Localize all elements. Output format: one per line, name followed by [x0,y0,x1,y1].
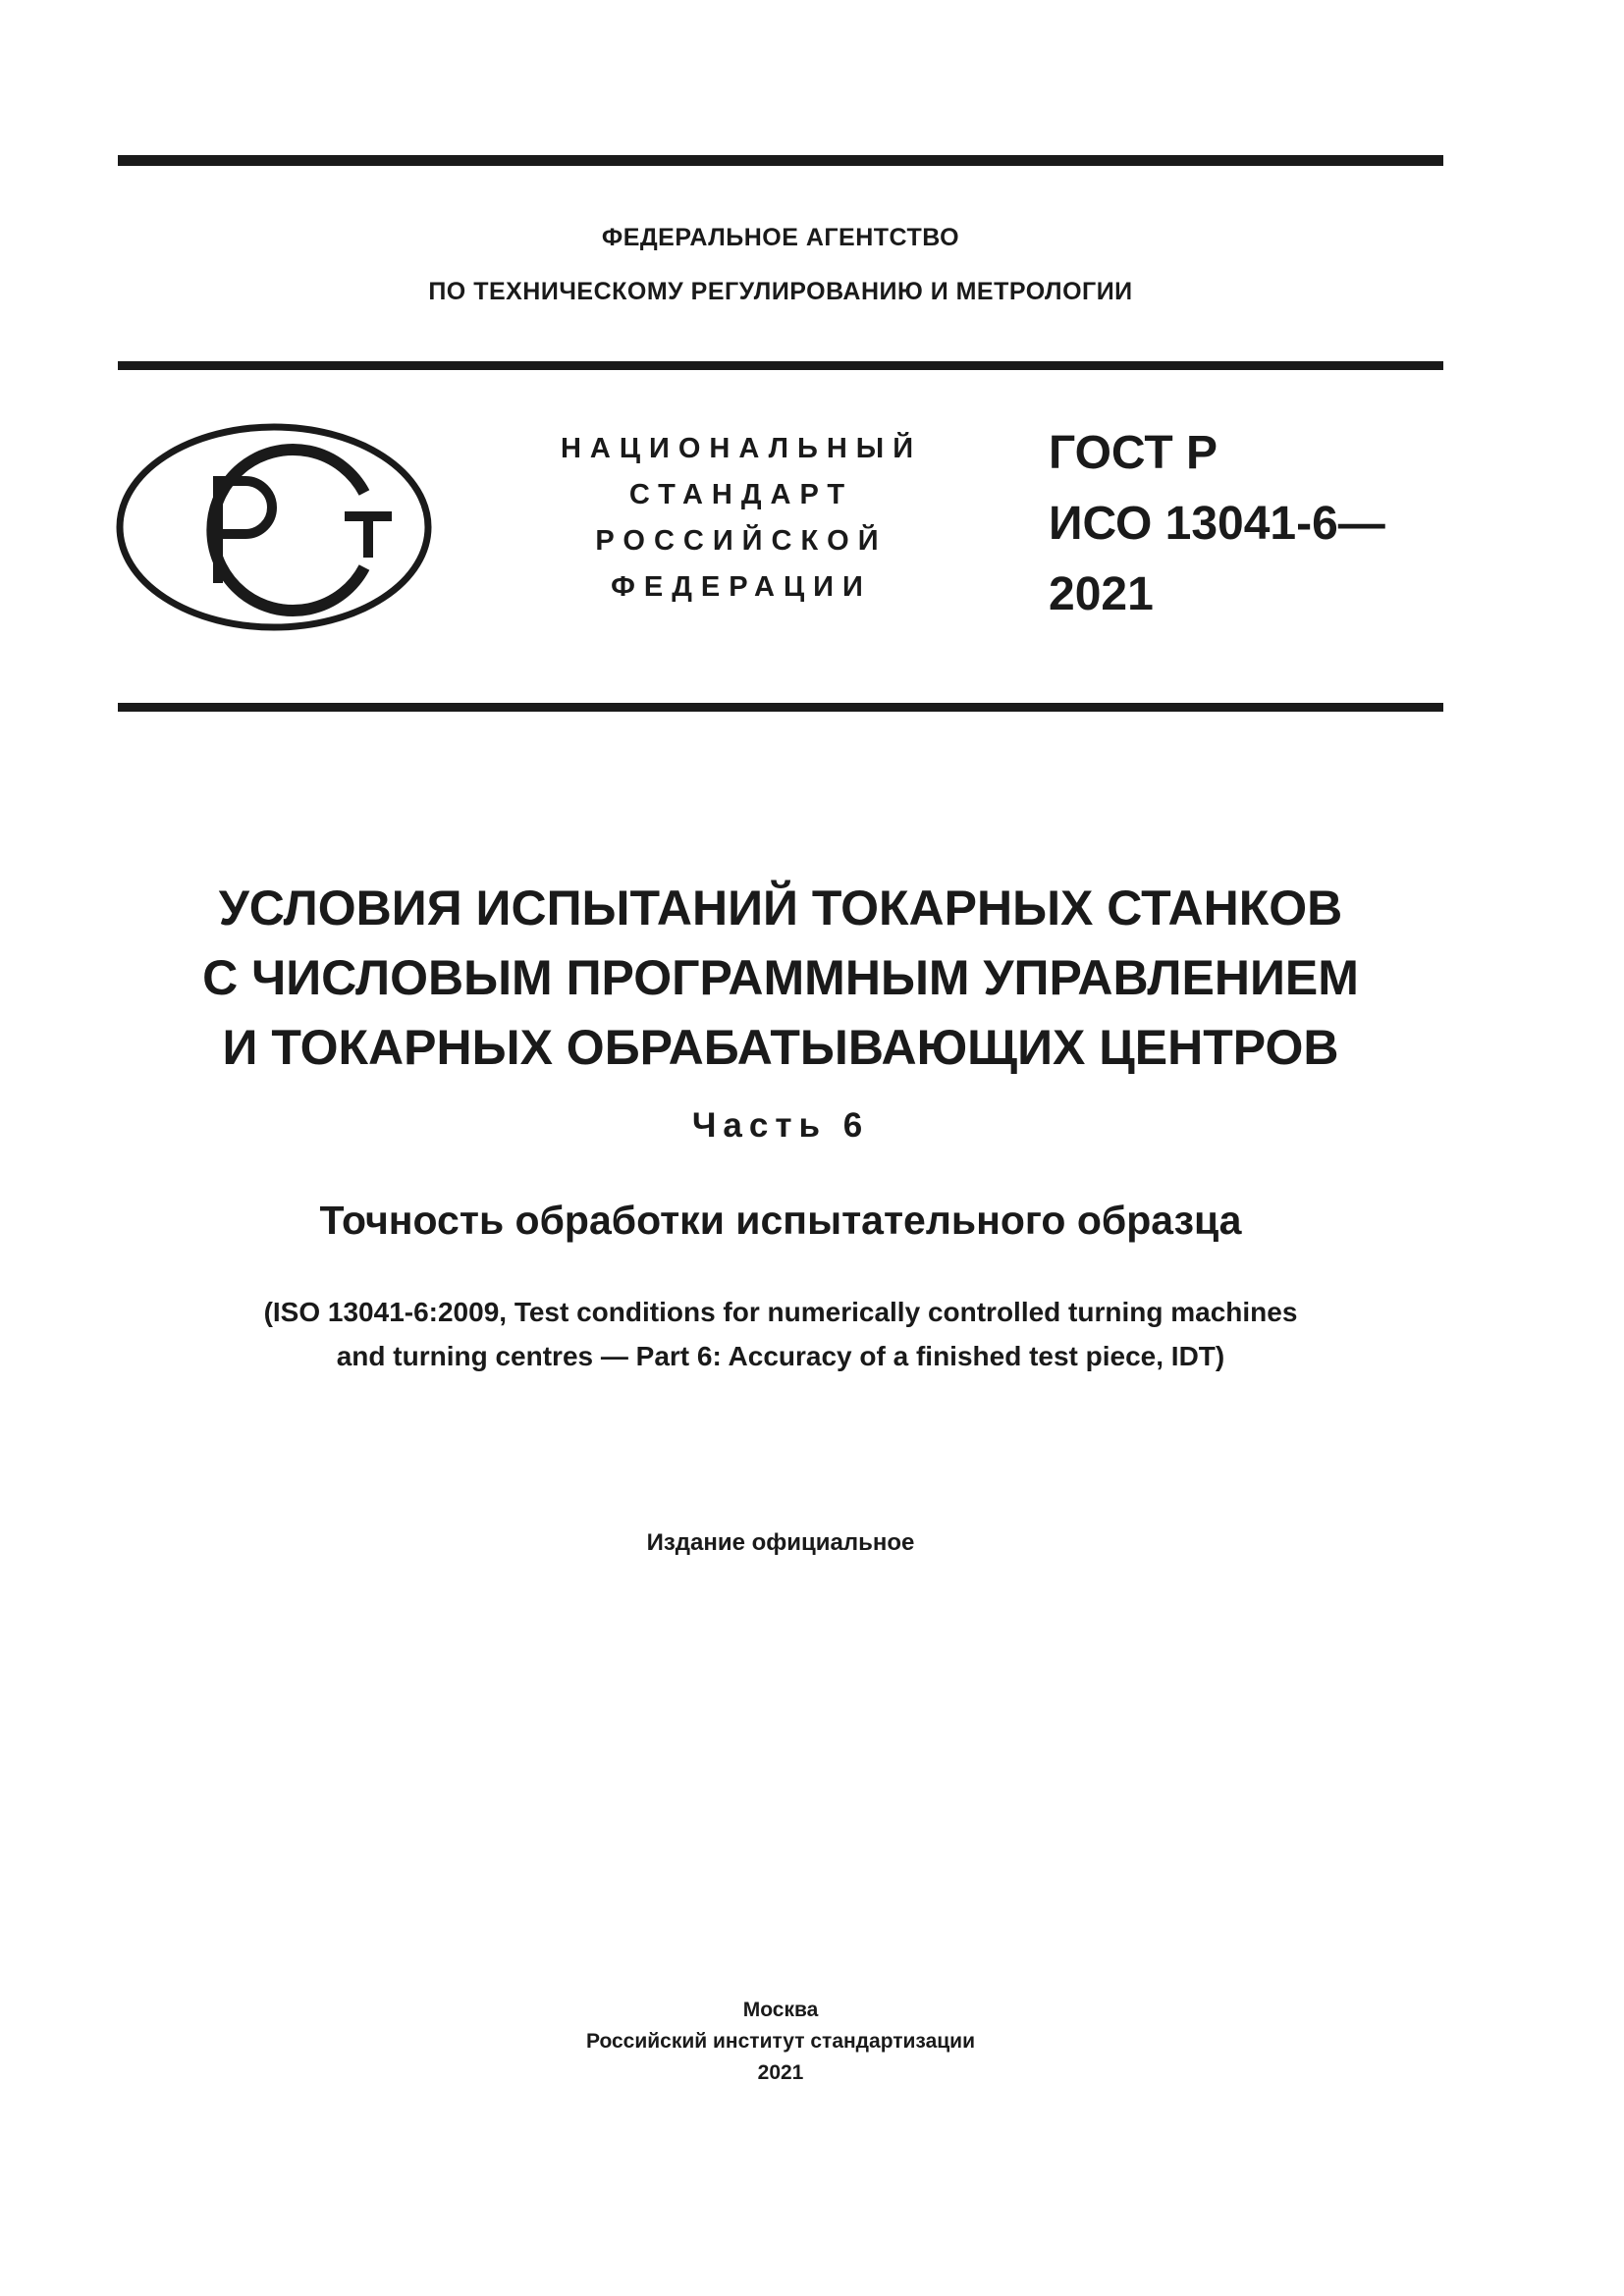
title-line: УСЛОВИЯ ИСПЫТАНИЙ ТОКАРНЫХ СТАНКОВ [218,881,1343,935]
national-standard-block [515,426,967,611]
iso-reference-line: (ISO 13041-6:2009, Test conditions for numerically controlled turning machines [263,1297,1298,1327]
edition-label: Издание официальное [646,1529,915,1556]
designation-line: ИСО 13041-6— [1049,498,1385,550]
standard-designation [1049,418,1441,630]
agency-name-line-1: ФЕДЕРАЛЬНОЕ АГЕНТСТВО [601,224,960,251]
title-line: И ТОКАРНЫХ ОБРАБАТЫВАЮЩИХ ЦЕНТРОВ [222,1020,1339,1075]
designation-line: ГОСТ Р [1049,427,1218,479]
agency-name-line-2: ПО ТЕХНИЧЕСКОМУ РЕГУЛИРОВАНИЮ И МЕТРОЛОГИИ [428,278,1133,305]
part-number: Часть 6 [691,1106,870,1145]
national-standard-line: ФЕДЕРАЦИИ [611,571,872,603]
iso-reference [118,1290,1443,1378]
national-standard-line: РОССИЙСКОЙ [595,525,888,557]
designation-line: 2021 [1049,568,1154,620]
imprint [118,1995,1443,2089]
header-bottom-rule [118,703,1443,712]
imprint-city: Москва [742,1999,819,2021]
national-standard-line: НАЦИОНАЛЬНЫЙ [560,433,923,464]
iso-reference-line: and turning centres — Part 6: Accuracy of a finished test piece, IDT) [336,1341,1225,1371]
document-subtitle: Точность обработки испытательного образца [319,1198,1242,1243]
title-line: С ЧИСЛОВЫМ ПРОГРАММНЫМ УПРАВЛЕНИЕМ [202,950,1359,1005]
rst-certification-mark-icon [114,420,434,634]
document-title [118,874,1443,1083]
national-standard-line: СТАНДАРТ [628,479,854,510]
imprint-publisher: Российский институт стандартизации [585,2030,976,2053]
agency-rule [118,361,1443,370]
top-rule [118,155,1443,166]
imprint-year: 2021 [757,2061,804,2084]
